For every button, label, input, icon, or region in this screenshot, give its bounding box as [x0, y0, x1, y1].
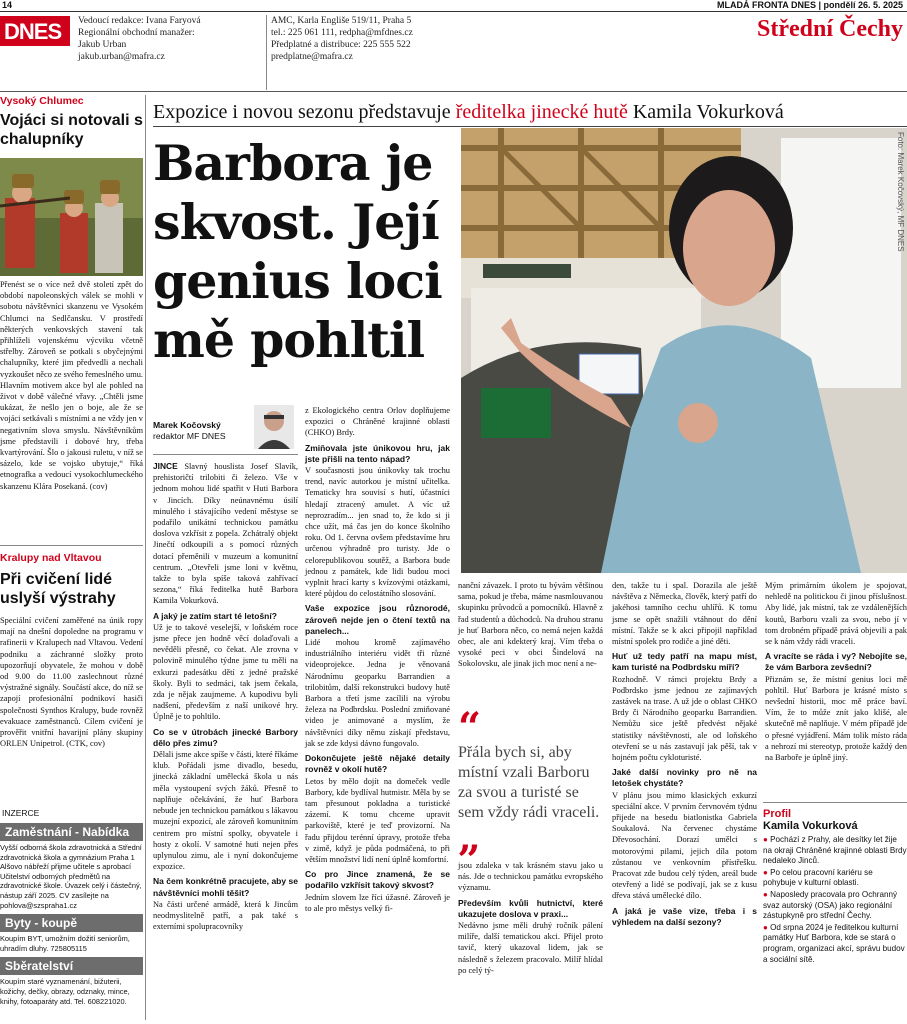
paragraph — [305, 405, 450, 439]
paragraph — [612, 580, 757, 647]
classifieds — [0, 823, 143, 1006]
text: Především kvůli hutnictví, které ukazujete doslova v praxi... — [458, 897, 603, 919]
author-photo — [254, 405, 294, 449]
issue-title: MLADÁ FRONTA DNES | pondělí 26. 5. 2025 — [716, 0, 903, 10]
text: Rozhodně. V rámci projektu Brdy a Podbrdsko jsme jednou ze zajímavých zastávek na trase. A už jde o oblast CHKO Brdy či Národního geoparku Barrandien. Nemůžu sice ještě předvést nějaké statistiky návštěvnosti, ale od loňského otevření se u nás zastavují jak pěší, tak v hojném počtu cykloturisté. — [612, 674, 757, 763]
profile-item: ● Od srpna 2024 je ředitelkou kulturní památky Huť Barbora, kde se stará o program, organizaci akcí, správu budov a sociální sítě. — [763, 923, 907, 965]
side1-text: Přenést se o více než dvě století zpět do období napoleonských válek se mohli v sobotu návštěvníci skanzenu ve Vysokém Chlumci na Sedlčansku. V prostředí některých venkovských stavení tak přihlíželi vojenskému výcviku včetně střelby. Zároveň se potkali s obyčejnými chalupníky, které jim předvedli a nechali vyzkoušet něco ze svého řemeslného umu. Hlavním motivem akce byl ale pohled na život v době válečné vřavy. „Chtěli jsme ukázat, že nešlo jen o boje, ale že se vojáci setkávali s místními a ne vždy jen v negativním slova smyslu. Návštěvníkům jsme představili i dobové hry, třeba kvartýrování. Šlo o jakousi ruletu, v níž se sázelo, kde se vojsko ubytuje,“ říká etnografka a vedoucí vysokochlumeckého skanzenu Klára Posekaná. (cov) — [0, 280, 143, 491]
side1-kicker: Vysoký Chlumec — [0, 95, 84, 107]
header-divider — [266, 15, 267, 90]
ad-section-employment: Zaměstnání - Nabídka — [0, 823, 143, 841]
text: V plánu jsou mimo klasických exkurzí speciální akce. V prvním červnovém týdnu přijede na besedu biatlonistka Gabriela Soukalová. Na červenec chystáme Dřevosochání. Dorazí umělci s motorovými pilami, jejich díla potom zůstanou ve venkovním přístřešku. Pracovat zde budou celý týden, areál bude otevřený a lidé se podívají, jak se z kusu dřeva stává umělecké dílo. — [612, 790, 757, 901]
pull-quote-text: Přála bych si, aby místní vzali Barboru za svou a turisté se sem vždy rádi vraceli. — [458, 744, 600, 821]
dateline: JINCE — [153, 461, 178, 471]
text: jsou zdaleka v tak krásném stavu jako u nás. Jde o technickou památku evropského významu. — [458, 861, 603, 893]
paragraph — [458, 580, 603, 670]
paragraph — [612, 674, 757, 764]
ad-text-collecting: Koupím staré vyznamenání, bižuterii, kožichy, dečky, obrazy, odznaky, mince, knihy, fotoaparáty atd. Tel. 608221020. — [0, 977, 130, 1006]
side-story-1 — [0, 95, 143, 149]
quote-open-icon: “ — [458, 704, 482, 751]
profile-item: ● Po celou pracovní kariéru se pohybuje v kulturní oblasti. — [763, 868, 907, 889]
question — [765, 651, 907, 673]
profile-rule — [763, 802, 907, 803]
imprint-contact: AMC, Karla Engliše 519/11, Praha 5 tel.: 225 061 111, redpha@mfdnes.cz Předplatné a distribuce: 225 555 522 predplatne@mafra.cz — [271, 16, 413, 62]
text: Zmiňovala jste únikovou hru, jak jste přišli na tento nápad? — [305, 442, 450, 464]
side-story-2 — [0, 552, 143, 608]
page-number: 14 — [2, 0, 13, 10]
text: Už je to takové veselejší, v loňském roce jsme přece jen hodně věcí dolaďovali a nevěděli přesně, co čekat. Ale zrovna v polovině minulého týdne jsme tu měli na exkurzi padesátku dětí z jedné pražské školy. Byli to sedmáci, tak jsem čekala, zda je nějak zaujmeme. A kupodivu byli nadšení, především z naší unikové hry. Úplně je to pohltilo. — [153, 622, 298, 722]
side2-kicker: Kralupy nad Vltavou — [0, 552, 102, 564]
article-column-3 — [458, 580, 603, 670]
question — [153, 727, 298, 749]
paragraph — [305, 892, 450, 914]
text: Huť už tedy patří na mapu míst, kam turisté na Podbrdsku míří? — [612, 651, 757, 673]
article-column-3b — [458, 860, 603, 976]
text: Na části určené armádě, která k Jincům neodmyslitelně patří, a pak také s externími spolupracovníky — [153, 899, 298, 932]
question — [305, 603, 450, 637]
text: A jaká je vaše vize, třeba i s výhledem na další sezony? — [612, 905, 757, 927]
profile-box — [763, 808, 907, 966]
side2-headline: Při cvičení lidé uslyší výstrahy — [0, 571, 116, 607]
text: Co pro Jince znamená, že se podařilo vzkřísit takový skvost? — [305, 869, 450, 891]
article-title: Barbora je skvost. Její genius loci mě pohltil — [153, 134, 442, 369]
paragraph — [153, 622, 298, 723]
text: Přiznám se, že místní genius loci mě pohltil. Huť Barbora je krásné místo s nevšední historii, moc mě práce baví. Vím, že to může znít jako klišé, ale skutečně mě naplňuje. V mém případě jde o přesné vyjádření. Mám tolik místo ráda a nehrozí mi stereotyp, protože každý den na Barboře je úplně jiný. — [765, 674, 907, 763]
text: Dělali jsme akce spíše v části, které říkáme klub. Pořádali jsme divadlo, besedu, jinecká základní umělecká škola u nás měla vystoupení svých žáků. Přesně to naplňuje očekávání, že huť Barbora nebude jen technickou památkou s lákavou muzejní expozicí, ale zároveň komunitním centrem pro místní spolky, obyvatele i hosty z okolí. V samotné huti nejen přes uplynulou zimu, ale i nyní dokončujeme expozice. — [153, 750, 298, 872]
paragraph — [305, 776, 450, 866]
question — [612, 767, 757, 789]
region-title: Střední Čechy — [757, 16, 903, 42]
ad-section-collecting: Sběratelství — [0, 957, 143, 975]
dnes-logo: DNES — [0, 16, 70, 46]
text: Jaké další novinky pro ně na letošek chystáte? — [612, 767, 757, 789]
side1-headline: Vojáci si notovali s chalupníky — [0, 112, 143, 148]
paragraph — [153, 899, 298, 933]
main-photo — [461, 128, 907, 573]
ad-text-flats: Koupím BYT, umožním dožití seniorům, uhradím dluhy. 725805115 — [0, 934, 130, 953]
text: Co se v útrobách jinecké Barbory dělo přes zimu? — [153, 726, 298, 748]
article-supertitle: Expozice i novou sezonu představuje ředitelka jinecké hutě Kamila Vokurková — [153, 101, 784, 123]
text: A vracíte se ráda i vy? Nebojíte se, že vám Barbora zevšední? — [765, 651, 907, 673]
soldiers-photo — [0, 158, 143, 276]
author-name: Marek Kočovský — [153, 420, 221, 430]
paragraph — [458, 920, 603, 976]
text: Vaše expozice jsou různorodé, zároveň nejde jen o čtení textů na panelech... — [305, 603, 450, 636]
paragraph — [765, 580, 907, 647]
photo-credit: Foto: Marek Kočovský, MF DNES — [896, 132, 905, 252]
paragraph — [153, 749, 298, 872]
quote-close-icon: „ — [458, 814, 482, 861]
byline-rule — [153, 454, 298, 455]
article-column-5 — [765, 580, 907, 763]
author-role: redaktor MF DNES — [153, 431, 226, 441]
paragraph — [765, 674, 907, 764]
paragraph — [305, 637, 450, 749]
text: Letos by mělo dojít na domeček vedle Barbory, kde bydlíval hutmistr. Měla by se tam přesunout pokladna a turistické zázemí. K tomu chceme upravit parkoviště, které je teď provizorní. Na řadu přijdou terénní úpravy, protože třeba v zimě, když je půda podmáčená, to při větším množství lidí není úplně komfortní. — [305, 776, 450, 864]
article-column-4 — [612, 580, 757, 928]
question — [305, 753, 450, 775]
side2-text: Speciální cvičení zaměřené na únik ropy mají na dnešní dopoledne na programu v rafinerii v Kralupech nad Vltavou. Vedení podniku a záchranné složky proto upozorňují obyvatele, že mohou v době od 9.00 do 11.00 zaslechnout různé výstražné signály. Součástí akce, do níž se zapojí profesionální podnikoví hasiči společnosti Synthos Kralupy, bude rovněž evakuace zaměstnanců. Cílem cvičení je prověřit vnitřní havarijní plány skupiny ORLEN Unipetrol. (CTK, cov) — [0, 616, 143, 749]
text: Nedávno jsme měli druhý ročník pálení milíře, další tematickou akci. Přijel proto tavič, který ukazoval lidem, jak se následně s železem pracovalo. Milíř hlídal po celý tý- — [458, 921, 603, 975]
article-column-2 — [305, 405, 450, 914]
text: A jaký je zatím start té letošní? — [153, 610, 277, 621]
text: Mým primárním úkolem je spojovat, nehledě na politickou či jinou příslušnost. Aby lidé, jak místní, tak ze vzdálenějších koutů, Barboru vzali za svou, nebo jí v tom drobném případě prává objevili a pak se k nám vždy rádi vraceli. — [765, 581, 907, 647]
paragraph — [612, 790, 757, 902]
text: nanční závazek. I proto tu bývám většinou sama, pokud je třeba, máme nasmlouvanou skupinku průvodců a pomocníků. Hlavně z řad studentů a důchodců. Na druhou stranu je huť Barbora něco, co nemá nejen každá obec, ale ani kdekterý kraj. Vím třeba o vysoké peci v obci Šindelová na Sokolovsku, ale jinak jich moc není a ne- — [458, 581, 603, 669]
profile-item: ● Pochází z Prahy, ale desítky let žije na okraji Chráněné krajinné oblasti Brdy nedaleko Jinců. — [763, 835, 907, 867]
text: V současnosti jsou únikovky tak trochu trend, navíc autorkou je místní učitelka. Tematicky hra souvisí s hutí, účastníci hledají ztracený amulet. A víc už neprozradím... jen snad to, že kdo si ji chce užít, má čas jen do konce školního roku. Od 1. června ovšem představíme hru určenou výhradně pro turisty. Jde o celorepublikovou soutěž, a Barbora bude jednou z památek, kde lidi budou moci vyplnit hrací karty s kvízovými otázkami, které půjdou do celostátního slosování. — [305, 466, 450, 599]
question — [612, 651, 757, 673]
ads-label: INZERCE — [2, 808, 40, 818]
profile-name: Kamila Vokurková — [763, 820, 858, 832]
question — [612, 906, 757, 928]
sidebar-divider — [145, 95, 146, 1020]
byline — [153, 420, 253, 442]
question — [458, 898, 603, 920]
text: Slavný houslista Josef Slavík, prehistoričtí trilobiti či železo. Vše v jednom mohou lidé spatřit v Huti Barbora v Jincích. Díky neúnavnému úsilí minulého i stávajícího vedení městyse se podařilo unikátní technickou památku doslova vzkřísit z popela. Zchátralý objekt Jinečtí odkoupili a s pomocí různých dotací přeměnili v muzeum a komunitní centrum. „Otevřeli jsme loni v květnu, takže to byla spíše taková zahřívací sezona,“ říká ředitelka hutě Barbora Kamila Vokurková. — [153, 462, 298, 606]
question — [305, 869, 450, 891]
profile-item: ● Naposledy pracovala pro Ochranný svaz autorský (OSA) jako regionální zástupkyně pro střední Čechy. — [763, 890, 907, 922]
question — [153, 611, 298, 622]
imprint-editorial: Vedoucí redakce: Ivana Faryová Regionální obchodní manažer: Jakub Urban jakub.urban@mafra.cz — [78, 16, 201, 62]
paragraph — [153, 461, 298, 607]
text: den, takže tu i spal. Dorazila ale ještě návštěva z Německa, člověk, který patří do jakéhosi tamního cechu uhlířů. K tomu jsme se opět snažili vtáhnout do dění místní. Takže se k akci připojil například místní spolek pro rodiče a jiné děti. — [612, 581, 757, 647]
side-rule — [0, 545, 143, 546]
article-column-1 — [153, 461, 298, 932]
supertitle-rule — [153, 126, 907, 127]
paragraph — [305, 465, 450, 599]
ad-text-employment: Vyšší odborná škola zdravotnická a Střední zdravotnická škola a gymnázium Praha 1 Alšovo nábřeží přijme učitele s aprobací Učitelství odborných předmětů na zdravotnické škole. Úvazek celý i částečný, nástup září 2025. CV zasílejte na pohlova@szspraha1.cz — [0, 843, 142, 910]
paragraph — [458, 860, 603, 894]
ad-section-flats: Byty - koupě — [0, 914, 143, 932]
text: z Ekologického centra Orlov doplňujeme expozici o Chráněné krajinné oblasti (CHKO) Brdy. — [305, 406, 450, 438]
text: Lidé mohou kromě zajímavého industriálního interiéru vidět tři různé videoprojekce. Jedna je věnovaná Národnímu geoparku Barrandien a trilobitům, další rekonstrukci budovy hutě Barbora a třetí jsme zacílili na výrobu železa na Podbrdsku. Poslední zmiňované video je animované a myslím, že návštěvníci díky němu získají představu, jak se zde kdysi dávno fungovalo. — [305, 638, 450, 748]
pull-quote — [458, 704, 603, 861]
profile-label: Profil — [763, 808, 792, 820]
header-rule — [0, 91, 907, 92]
question — [153, 876, 298, 898]
text: Na čem konkrétně pracujete, aby se návštěvníci mohli těšit? — [153, 876, 298, 898]
text: Jedním slovem lze říci úžasné. Zároveň je to ale pro městys velký fi- — [305, 892, 450, 913]
text: Dokončujete ještě nějaké detaily rovněž v okolí hutě? — [305, 753, 450, 775]
question — [305, 443, 450, 465]
